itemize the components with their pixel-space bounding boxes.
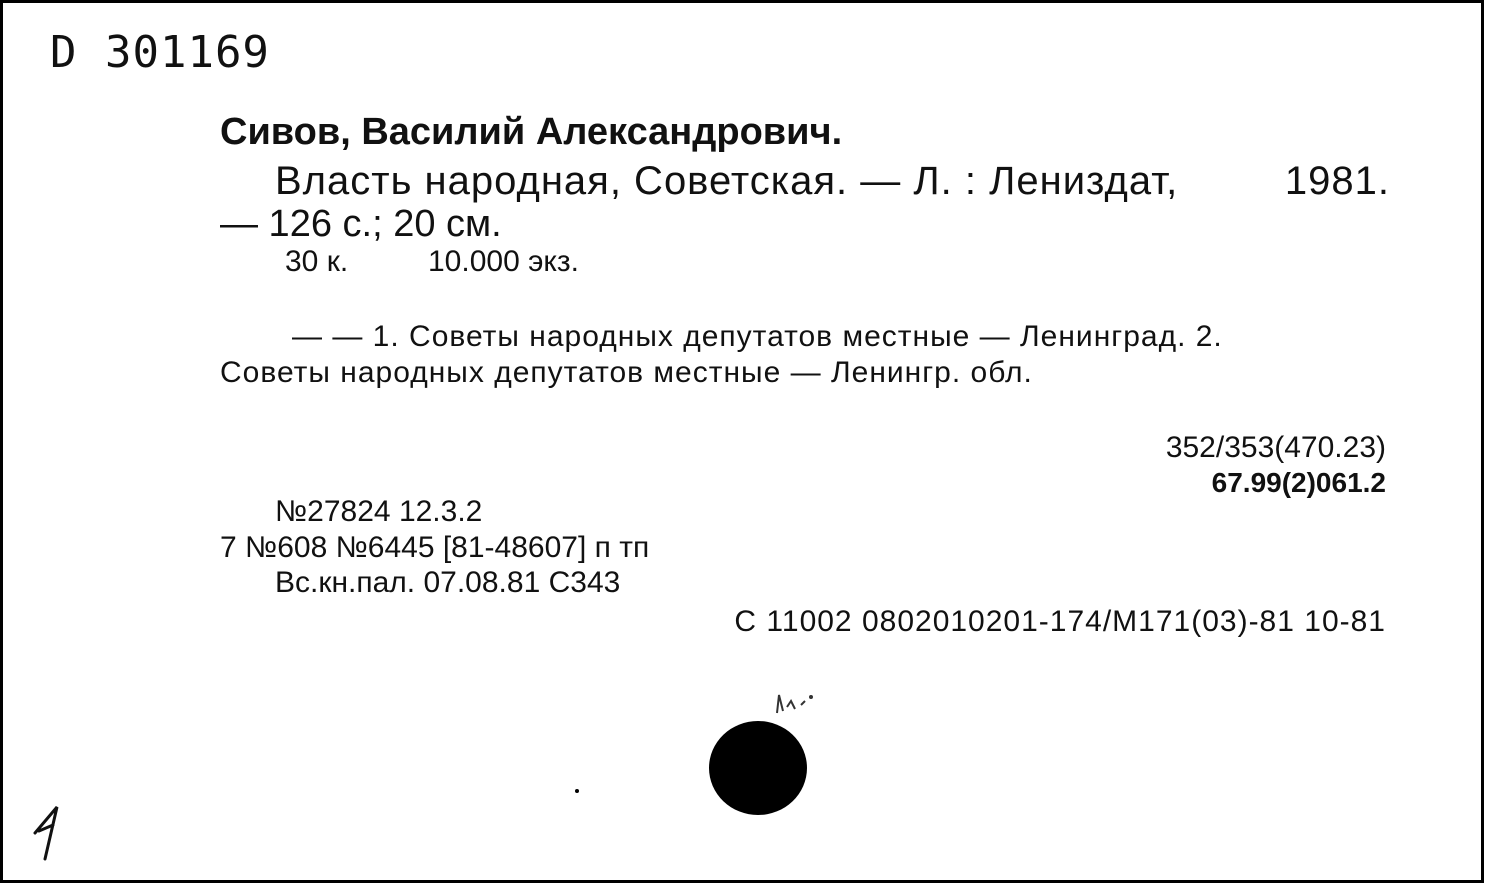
registration-line: 7 №608 №6445 [81-48607] п тп xyxy=(220,531,650,564)
title-statement: Власть народная, Советская. — Л. : Лениздат, xyxy=(275,159,1179,203)
subject-headings xyxy=(220,319,1390,391)
physical-description: — 126 с.; 20 см. xyxy=(220,203,502,245)
subject-line-1: — — 1. Советы народных депутатов местные — Ленинград. 2. xyxy=(292,320,1223,353)
record-number: №27824 12.3.2 xyxy=(275,495,483,528)
pencil-mark-icon xyxy=(771,687,831,717)
classification-code: С 11002 0802010201-174/М171(03)-81 10-81 xyxy=(734,605,1386,638)
udc-index: 352/353(470.23) xyxy=(1165,431,1386,464)
call-number: D 301169 xyxy=(50,27,270,78)
book-chamber-line: Вс.кн.пал. 07.08.81 С343 xyxy=(275,566,621,599)
publication-year: 1981. xyxy=(1284,159,1390,203)
handwritten-mark-icon xyxy=(29,803,69,863)
price: 30 к. xyxy=(285,245,349,278)
title-line xyxy=(220,161,1390,201)
ink-speck xyxy=(575,789,579,793)
print-run: 10.000 экз. xyxy=(428,245,579,278)
bbk-index: 67.99(2)061.2 xyxy=(1211,467,1386,498)
subject-line-2: Советы народных депутатов местные — Ленингр. обл. xyxy=(220,356,1033,389)
punch-hole xyxy=(709,721,807,815)
author-heading: Сивов, Василий Александрович. xyxy=(220,111,843,153)
